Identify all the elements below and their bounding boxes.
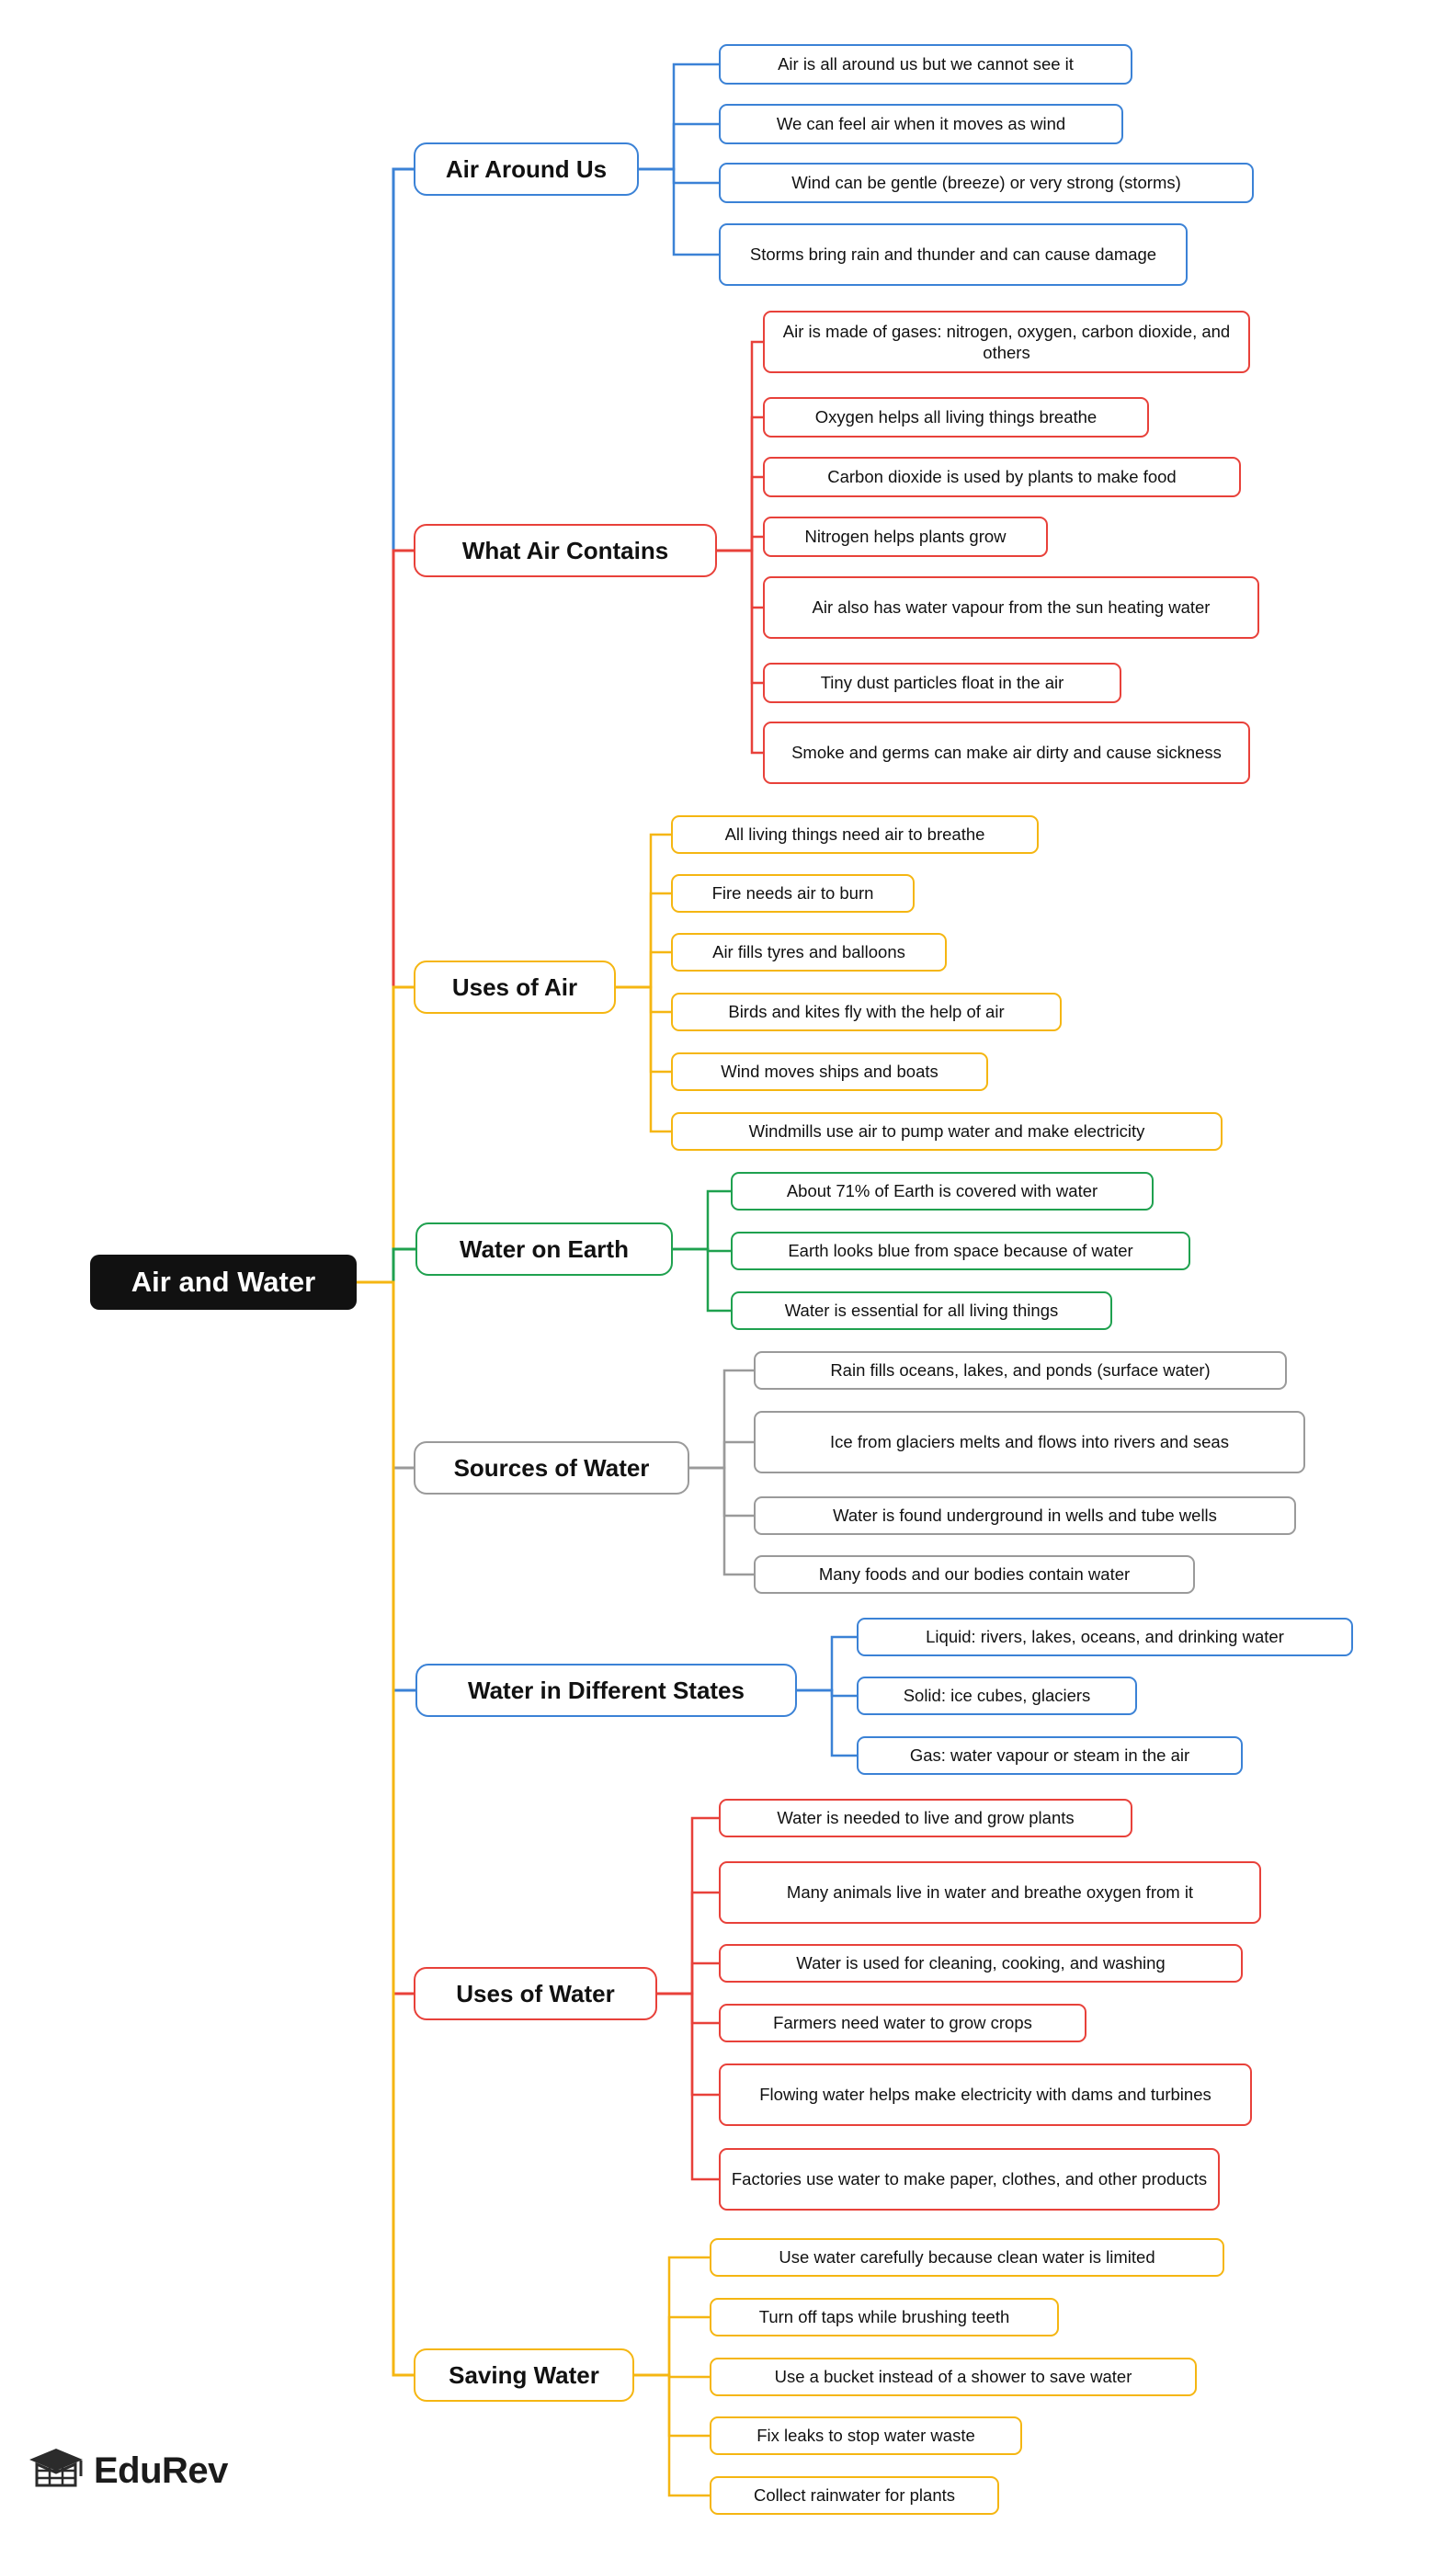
branch-node-3[interactable]: Water on Earth: [415, 1222, 673, 1276]
leaf-node-6-1[interactable]: Many animals live in water and breathe oxygen from it: [719, 1861, 1261, 1924]
leaf-node-4-0[interactable]: Rain fills oceans, lakes, and ponds (surface water): [754, 1351, 1287, 1390]
leaf-node-0-3[interactable]: Storms bring rain and thunder and can cause damage: [719, 223, 1188, 286]
leaf-node-5-1[interactable]: Solid: ice cubes, glaciers: [857, 1677, 1137, 1715]
root-node[interactable]: Air and Water: [90, 1255, 357, 1310]
leaf-node-5-0[interactable]: Liquid: rivers, lakes, oceans, and drinking water: [857, 1618, 1353, 1656]
leaf-node-6-3[interactable]: Farmers need water to grow crops: [719, 2004, 1086, 2042]
leaf-node-0-1[interactable]: We can feel air when it moves as wind: [719, 104, 1123, 144]
leaf-node-4-1[interactable]: Ice from glaciers melts and flows into rivers and seas: [754, 1411, 1305, 1473]
leaf-node-2-3[interactable]: Birds and kites fly with the help of air: [671, 993, 1062, 1031]
leaf-node-3-2[interactable]: Water is essential for all living things: [731, 1291, 1112, 1330]
leaf-node-3-0[interactable]: About 71% of Earth is covered with water: [731, 1172, 1154, 1211]
edurev-logo-text: EduRev: [94, 2450, 228, 2491]
leaf-node-3-1[interactable]: Earth looks blue from space because of water: [731, 1232, 1190, 1270]
leaf-node-1-5[interactable]: Tiny dust particles float in the air: [763, 663, 1121, 703]
leaf-node-2-4[interactable]: Wind moves ships and boats: [671, 1052, 988, 1091]
graduation-cap-icon: [28, 2445, 85, 2496]
leaf-node-1-4[interactable]: Air also has water vapour from the sun heating water: [763, 576, 1259, 639]
leaf-node-7-4[interactable]: Collect rainwater for plants: [710, 2476, 999, 2515]
branch-node-2[interactable]: Uses of Air: [414, 961, 616, 1014]
leaf-node-7-1[interactable]: Turn off taps while brushing teeth: [710, 2298, 1059, 2336]
leaf-node-2-2[interactable]: Air fills tyres and balloons: [671, 933, 947, 972]
leaf-node-2-0[interactable]: All living things need air to breathe: [671, 815, 1039, 854]
leaf-node-6-2[interactable]: Water is used for cleaning, cooking, and washing: [719, 1944, 1243, 1983]
leaf-node-1-0[interactable]: Air is made of gases: nitrogen, oxygen, carbon dioxide, and others: [763, 311, 1250, 373]
leaf-node-4-3[interactable]: Many foods and our bodies contain water: [754, 1555, 1195, 1594]
leaf-node-7-3[interactable]: Fix leaks to stop water waste: [710, 2416, 1022, 2455]
leaf-node-6-0[interactable]: Water is needed to live and grow plants: [719, 1799, 1132, 1837]
edurev-logo: [28, 2445, 228, 2496]
leaf-node-1-3[interactable]: Nitrogen helps plants grow: [763, 517, 1048, 557]
leaf-node-2-5[interactable]: Windmills use air to pump water and make electricity: [671, 1112, 1223, 1151]
branch-node-5[interactable]: Water in Different States: [415, 1664, 797, 1717]
leaf-node-0-0[interactable]: Air is all around us but we cannot see it: [719, 44, 1132, 85]
leaf-node-7-0[interactable]: Use water carefully because clean water is limited: [710, 2238, 1224, 2277]
leaf-node-1-1[interactable]: Oxygen helps all living things breathe: [763, 397, 1149, 438]
leaf-node-0-2[interactable]: Wind can be gentle (breeze) or very strong (storms): [719, 163, 1254, 203]
leaf-node-5-2[interactable]: Gas: water vapour or steam in the air: [857, 1736, 1243, 1775]
branch-node-0[interactable]: Air Around Us: [414, 142, 639, 196]
leaf-node-6-5[interactable]: Factories use water to make paper, clothes, and other products: [719, 2148, 1220, 2211]
branch-node-6[interactable]: Uses of Water: [414, 1967, 657, 2020]
leaf-node-1-2[interactable]: Carbon dioxide is used by plants to make food: [763, 457, 1241, 497]
leaf-node-4-2[interactable]: Water is found underground in wells and tube wells: [754, 1496, 1296, 1535]
branch-node-7[interactable]: Saving Water: [414, 2348, 634, 2402]
leaf-node-2-1[interactable]: Fire needs air to burn: [671, 874, 915, 913]
leaf-node-7-2[interactable]: Use a bucket instead of a shower to save water: [710, 2358, 1197, 2396]
branch-node-4[interactable]: Sources of Water: [414, 1441, 689, 1495]
leaf-node-1-6[interactable]: Smoke and germs can make air dirty and cause sickness: [763, 722, 1250, 784]
branch-node-1[interactable]: What Air Contains: [414, 524, 717, 577]
leaf-node-6-4[interactable]: Flowing water helps make electricity with dams and turbines: [719, 2063, 1252, 2126]
